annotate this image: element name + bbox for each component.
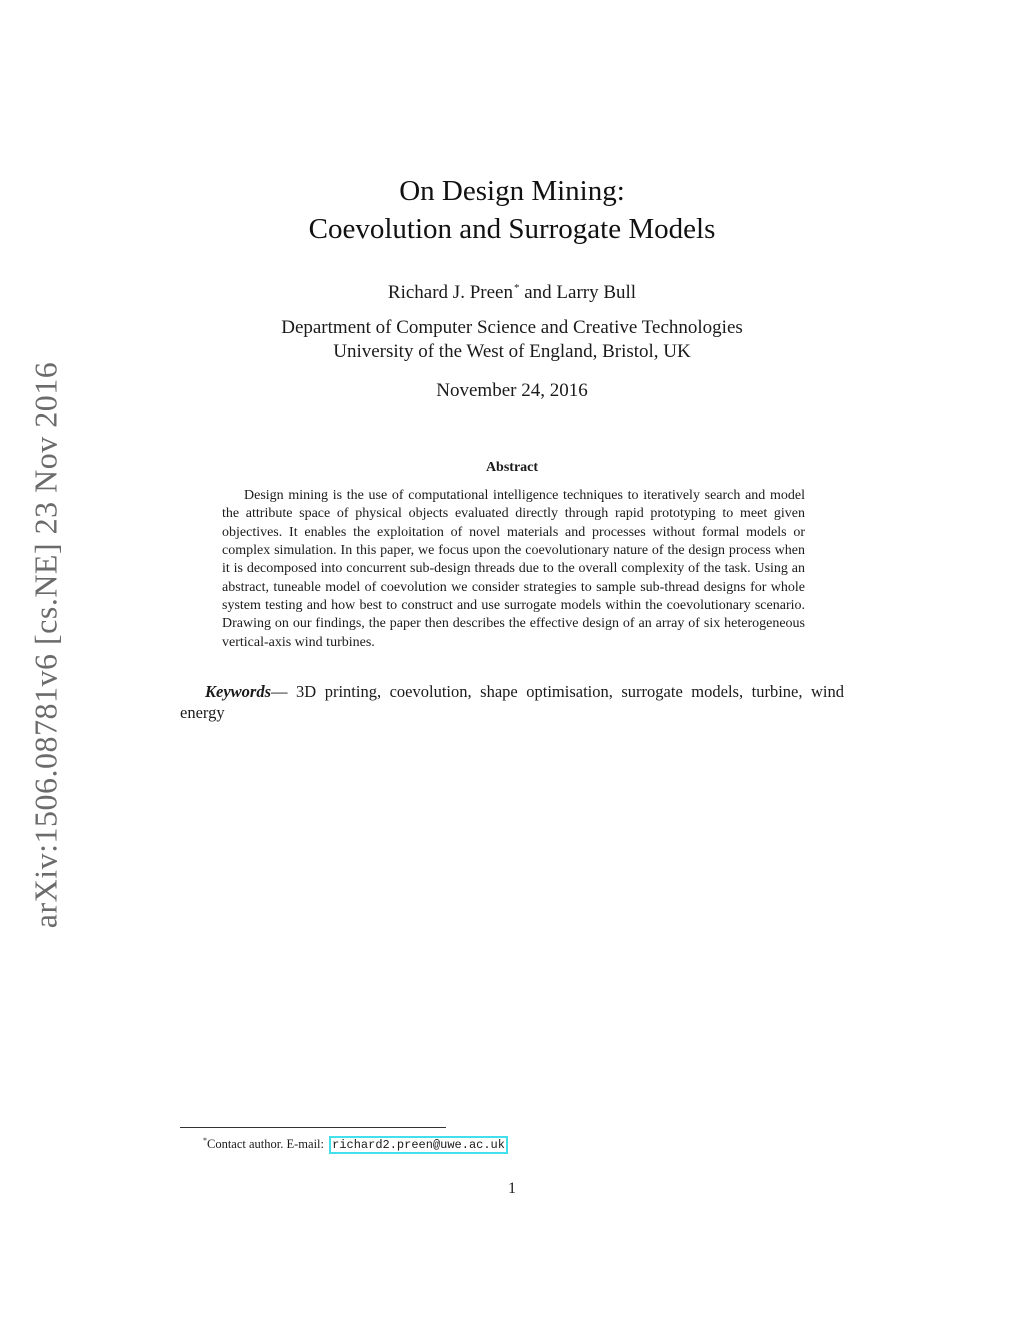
footnote-rule xyxy=(180,1127,446,1128)
affiliation-line-1: Department of Computer Science and Creative Technologies xyxy=(281,317,743,338)
footnote-mark: * xyxy=(203,1136,207,1145)
keywords-text: 3D printing, coevolution, shape optimisation, surrogate models, turbine, wind energy xyxy=(180,682,844,722)
paper-date: November 24, 2016 xyxy=(436,380,588,401)
title-line-1: On Design Mining: xyxy=(399,175,625,207)
keywords-label: Keywords xyxy=(205,682,271,701)
paper-title xyxy=(0,172,1024,248)
abstract-body: Design mining is the use of computational intelligence techniques to iteratively search and model the attribute space of physical objects evaluated directly through rapid prototyping to meet given objectives. It enables the exploitation of novel materials and processes without formal models or complex simulation. In this paper, we focus upon the coevolutionary nature of the design process when it is decomposed into concurrent sub-design threads due to the overall complexity of the task. Using an abstract, tuneable model of coevolution we consider strategies to sample sub-thread designs for whole system testing and how best to construct and use surrogate models within the coevolutionary scenario. Drawing on our findings, the paper then describes the effective design of an array of six heterogeneous vertical-axis wind turbines. xyxy=(222,488,805,650)
abstract-heading: Abstract xyxy=(485,460,539,475)
title-line-2: Coevolution and Surrogate Models xyxy=(308,213,716,245)
arxiv-identifier: arXiv:1506.08781v6 [cs.NE] 23 Nov 2016 xyxy=(27,361,64,929)
page-number: 1 xyxy=(508,1180,516,1197)
affiliation-line-2: University of the West of England, Bristol, UK xyxy=(333,341,691,362)
footnote-text: Contact author. E-mail: xyxy=(207,1137,328,1151)
footnote xyxy=(203,1132,508,1154)
email-link[interactable]: richard2.preen@uwe.ac.uk xyxy=(329,1136,508,1154)
keywords xyxy=(180,681,844,723)
author-first: Richard J. Preen xyxy=(387,282,513,303)
author-rest: and Larry Bull xyxy=(519,282,637,303)
keywords-separator: — xyxy=(271,682,297,701)
affiliation xyxy=(0,316,1024,364)
author-footnote-mark: * xyxy=(513,282,520,294)
author-list xyxy=(0,276,1024,305)
